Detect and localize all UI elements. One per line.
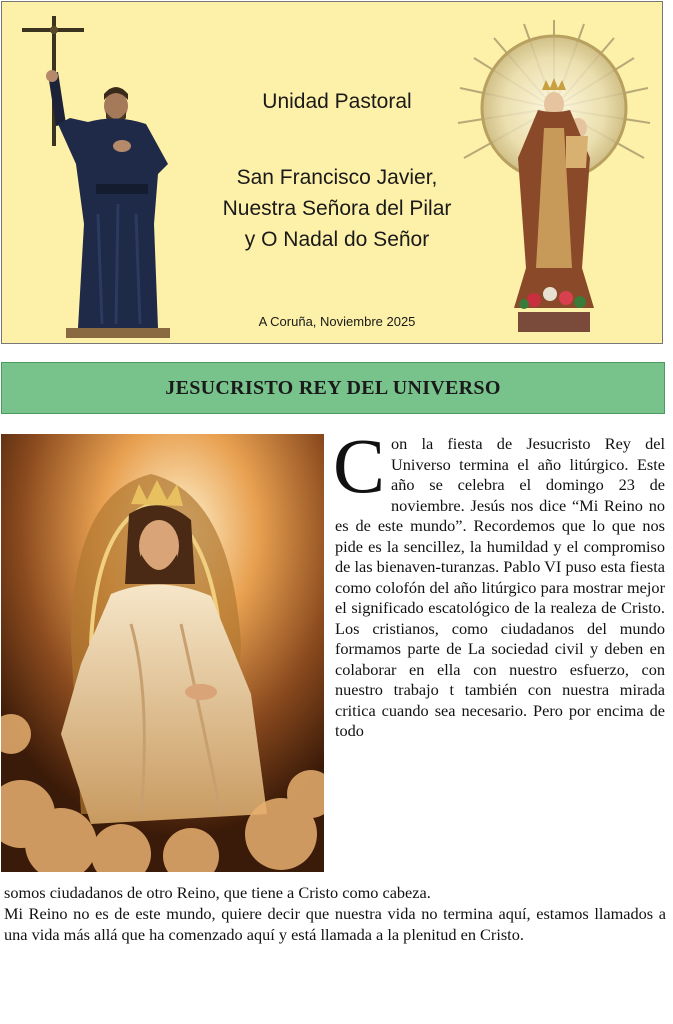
parish-names [182, 162, 492, 255]
article-paragraph-continuation: somos ciudadanos de otro Reino, que tiene a Cristo como cabeza. [4, 883, 431, 902]
virgin-pilar-statue-image [454, 18, 654, 336]
article-paragraph: on la fiesta de Jesucristo Rey del Universo termina el año litúrgico. Este año se celebra el domingo 23 de noviembre. Jesús nos dice “Mi Reino no es de este mundo”. Recordemos que lo que nos pide es la sencillez, la humildad y el compromiso de las bienaven-turanzas. Pablo VI puso esta fiesta como colofón del año litúrgico para mostrar mejor el significado escatológico de la realeza de Cristo. Los cristianos, como ciudadanos del mundo formamos parte de La sociedad civil y deben en colaborar en ella con nuestro esfuerzo, con nuestro trabajo t también con nuestra mirada critica cuando sea necesario. Pero por encima de todo [335, 434, 665, 740]
article-continuation [4, 882, 666, 945]
parish-name-line: y O Nadal do Señor [244, 228, 430, 251]
section-title: JESUCRISTO REY DEL UNIVERSO [165, 376, 501, 399]
parish-name-line: Nuestra Señora del Pilar [222, 197, 452, 220]
parish-name-line: San Francisco Javier, [236, 166, 438, 189]
place-date: A Coruña, Noviembre 2025 [258, 314, 416, 329]
article-paragraph: Mi Reino no es de este mundo, quiere decir que nuestra vida no termina aquí, estamos llamados a una vida más allá que ha comenzado aquí y está llamada a la plenitud en Cristo. [4, 904, 666, 944]
christ-king-image [1, 434, 324, 872]
saint-statue-image [18, 14, 178, 340]
section-title-bar [1, 362, 665, 414]
header-banner [1, 1, 663, 344]
pastoral-unit-title: Unidad Pastoral [262, 90, 412, 113]
article-body [333, 422, 665, 742]
drop-cap: C [333, 422, 386, 509]
